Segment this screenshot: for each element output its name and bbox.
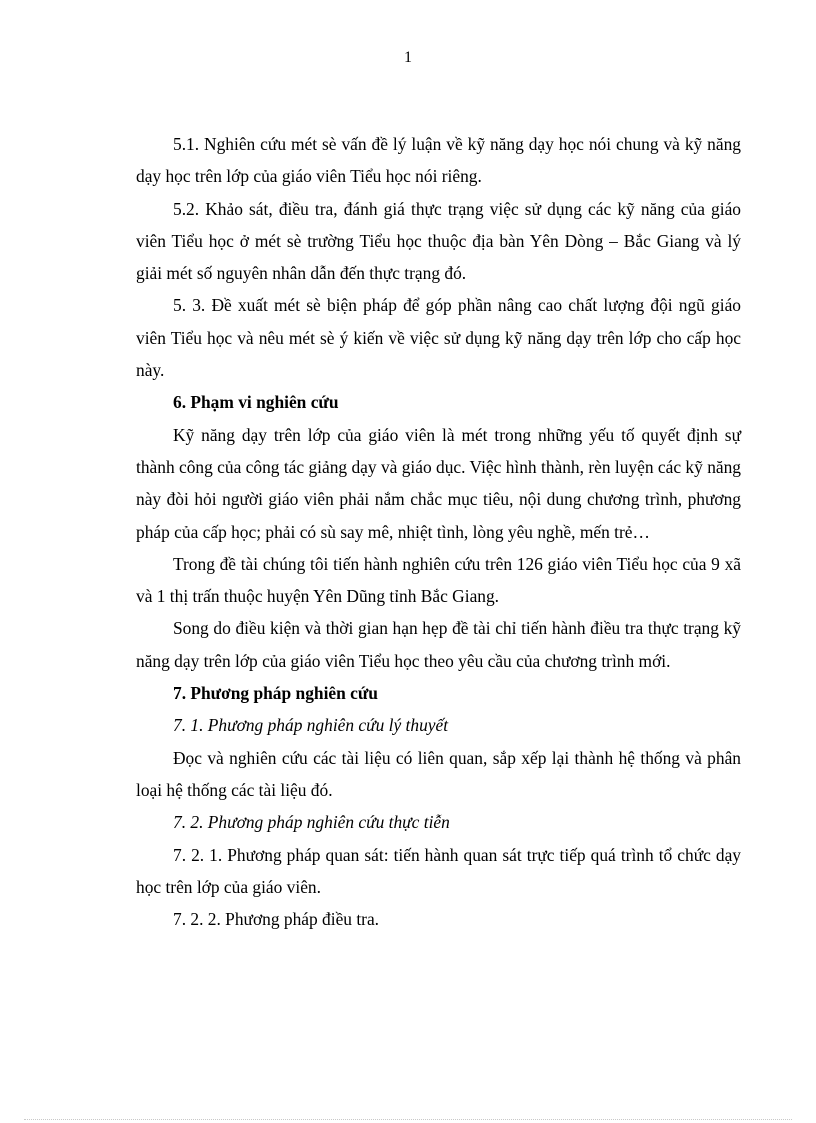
paragraph-5-2: 5.2. Khảo sát, điều tra, đánh giá thực trạng việc sử dụng các kỹ năng của giáo viên Tiểu học ở mét sè trường Tiểu học thuộc địa bàn Yên Dòng – Bắc Giang và lý giải mét số nguyên nhân dẫn đến thực trạng đó.: [136, 198, 741, 284]
paragraph-5-1: 5.1. Nghiên cứu mét sè vấn đề lý luận về kỹ năng dạy học nói chung và kỹ năng dạy học trên lớp của giáo viên Tiểu học nói riêng.: [136, 134, 741, 187]
paragraph-7-2-1: 7. 2. 1. Phương pháp quan sát: tiến hành quan sát trực tiếp quá trình tổ chức dạy học trên lớp của giáo viên.: [136, 844, 741, 897]
paragraph-scope-subjects: Trong đề tài chúng tôi tiến hành nghiên cứu trên 126 giáo viên Tiểu học của 9 xã và 1 thị trấn thuộc huyện Yên Dũng tỉnh Bắc Giang.: [136, 553, 741, 607]
page-number: 1: [404, 49, 412, 66]
page-bottom-divider: [24, 1119, 792, 1120]
paragraph-7-1-body: Đọc và nghiên cứu các tài liệu có liên quan, sắp xếp lại thành hệ thống và phân loại hệ thống các tài liệu đó.: [136, 747, 741, 800]
subheading-7-1: 7. 1. Phương pháp nghiên cứu lý thuyết: [173, 715, 449, 736]
paragraph-7-2-2: 7. 2. 2. Phương pháp điều tra.: [173, 909, 380, 930]
paragraph-scope-limits: Song do điều kiện và thời gian hạn hẹp đề tài chỉ tiến hành điều tra thực trạng kỹ năng dạy trên lớp của giáo viên Tiểu học theo yêu cầu của chương trình mới.: [136, 618, 741, 671]
heading-section-7: 7. Phương pháp nghiên cứu: [173, 683, 378, 704]
subheading-7-2: 7. 2. Phương pháp nghiên cứu thực tiễn: [173, 812, 450, 833]
document-body: [136, 128, 741, 935]
paragraph-5-3: 5. 3. Đề xuất mét sè biện pháp để góp phần nâng cao chất lượng đội ngũ giáo viên Tiểu học và nêu mét sè ý kiến về việc sử dụng kỹ năng dạy trên lớp cho cấp học này.: [136, 295, 741, 381]
heading-section-6: 6. Phạm vi nghiên cứu: [173, 392, 339, 413]
paragraph-scope-intro: Kỹ năng dạy trên lớp của giáo viên là mét trong những yếu tố quyết định sự thành công của công tác giảng dạy và giáo dục. Việc hình thành, rèn luyện các kỹ năng này đòi hỏi người giáo viên phải nắm chắc mục tiêu, nội dung chương trình, phương pháp của cấp học; phải có sù say mê, nhiệt tình, lòng yêu nghề, mến trẻ…: [136, 424, 741, 542]
